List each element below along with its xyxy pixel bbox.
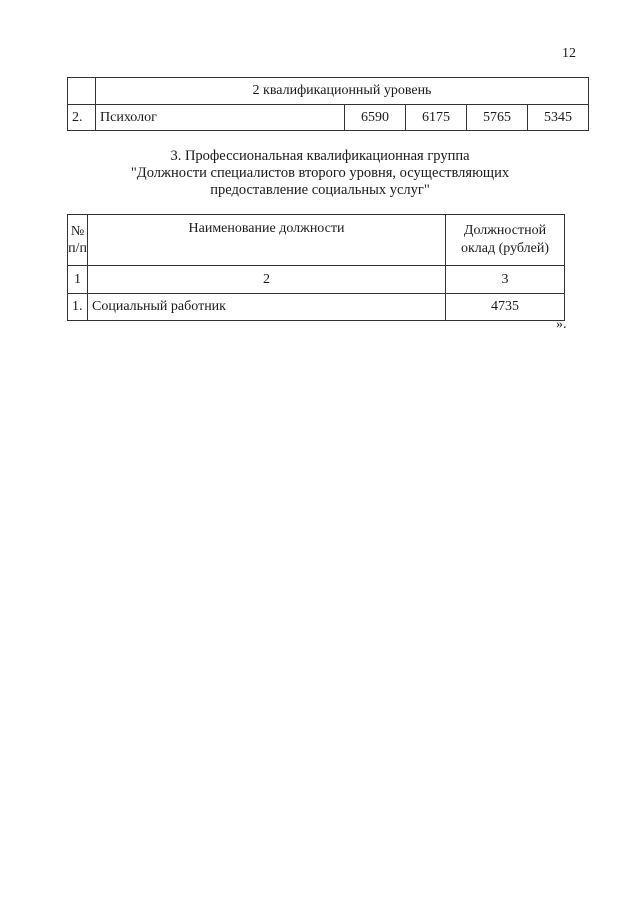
column-index-row — [68, 266, 565, 294]
header-number-line: п/п — [68, 241, 87, 256]
header-salary — [446, 215, 565, 266]
salary-cell: 6590 — [345, 105, 406, 131]
group-heading-line: 3. Профессиональная квалификационная группа — [170, 148, 470, 164]
salary-cell: 6175 — [406, 105, 467, 131]
closing-quote-mark: ». — [556, 317, 567, 332]
group-heading-line: предоставление социальных услуг" — [210, 182, 430, 198]
column-index: 2 — [88, 266, 446, 294]
table-cell — [68, 78, 96, 105]
table-row — [68, 105, 589, 131]
qualification-level-label: 2 квалификационный уровень — [96, 78, 589, 105]
column-index: 1 — [68, 266, 88, 294]
salary-cell: 5345 — [528, 105, 589, 131]
header-salary-line: Должностной — [463, 223, 547, 238]
page-number: 12 — [562, 46, 576, 61]
position-name: Психолог — [96, 105, 345, 131]
table-header-row — [68, 215, 565, 266]
positions-salary-table — [67, 214, 565, 321]
header-salary-line: оклад (рублей) — [460, 241, 550, 256]
position-name: Социальный работник — [88, 294, 446, 321]
salary-cell: 4735 — [446, 294, 565, 321]
row-number: 1. — [68, 294, 88, 321]
header-number — [68, 215, 88, 266]
table-row — [68, 78, 589, 105]
header-position-name: Наименование должности — [88, 215, 446, 266]
row-number: 2. — [68, 105, 96, 131]
column-index: 3 — [446, 266, 565, 294]
table-row — [68, 294, 565, 321]
group-heading-line: "Должности специалистов второго уровня, осуществляющих — [130, 165, 510, 181]
qualification-level-table — [67, 77, 589, 131]
salary-cell: 5765 — [467, 105, 528, 131]
header-number-line: № — [70, 224, 85, 239]
group-heading — [60, 148, 580, 199]
